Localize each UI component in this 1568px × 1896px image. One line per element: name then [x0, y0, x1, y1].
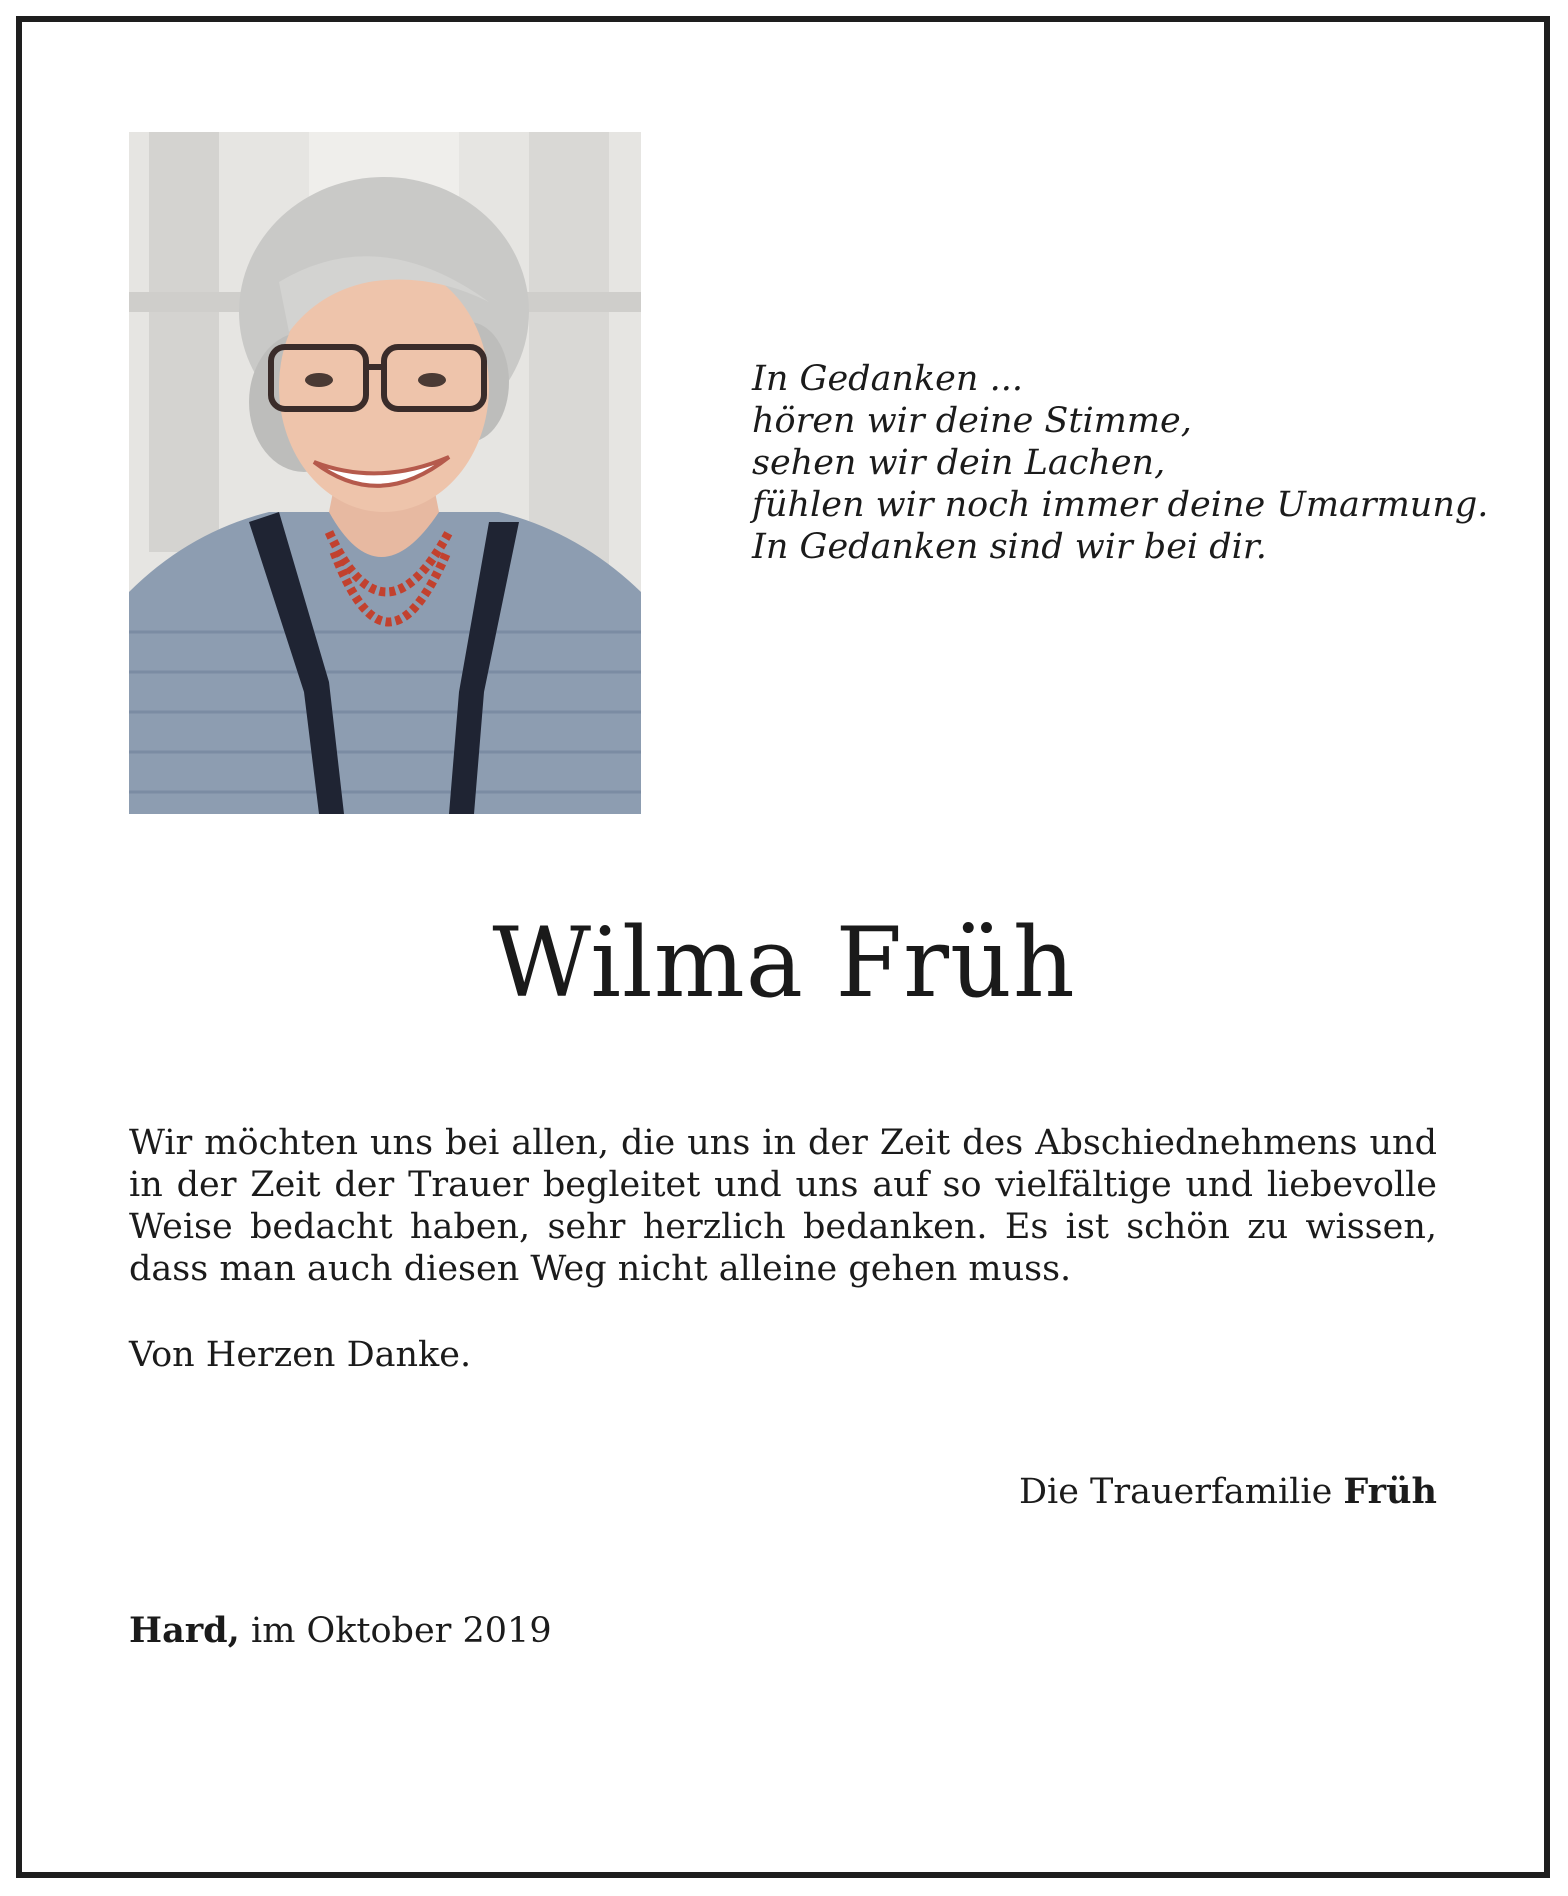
place-date	[129, 1610, 552, 1652]
poem-line: In Gedanken ...	[752, 359, 1023, 399]
poem-line: fühlen wir noch immer deine Umarmung.	[752, 485, 1489, 525]
deceased-name: Wilma Früh	[492, 907, 1076, 1019]
portrait-photo	[129, 132, 641, 814]
signature	[1019, 1471, 1437, 1513]
thank-you-paragraph: Wir möchten uns bei allen, die uns in der Zeit des Abschiednehmens und in der Zeit der Trauer begleitet und uns auf so vielfältige und liebevolle Weise bedacht haben, sehr herzlich bedanken. Es ist schön zu wissen, dass man auch diesen Weg nicht alleine gehen muss.	[129, 1123, 1437, 1289]
signature-prefix: Die Trauerfamilie	[1018, 1472, 1333, 1512]
poem-line: sehen wir dein Lachen,	[752, 443, 1166, 483]
thanks-line: Von Herzen Danke.	[129, 1335, 472, 1375]
place: Hard,	[129, 1610, 240, 1651]
poem-line: hören wir deine Stimme,	[752, 401, 1192, 441]
poem-line: In Gedanken sind wir bei dir.	[752, 527, 1267, 567]
poem	[752, 358, 1489, 568]
date: im Oktober 2019	[251, 1611, 552, 1651]
signature-family: Früh	[1343, 1471, 1437, 1512]
portrait-photo-icon	[129, 132, 641, 814]
